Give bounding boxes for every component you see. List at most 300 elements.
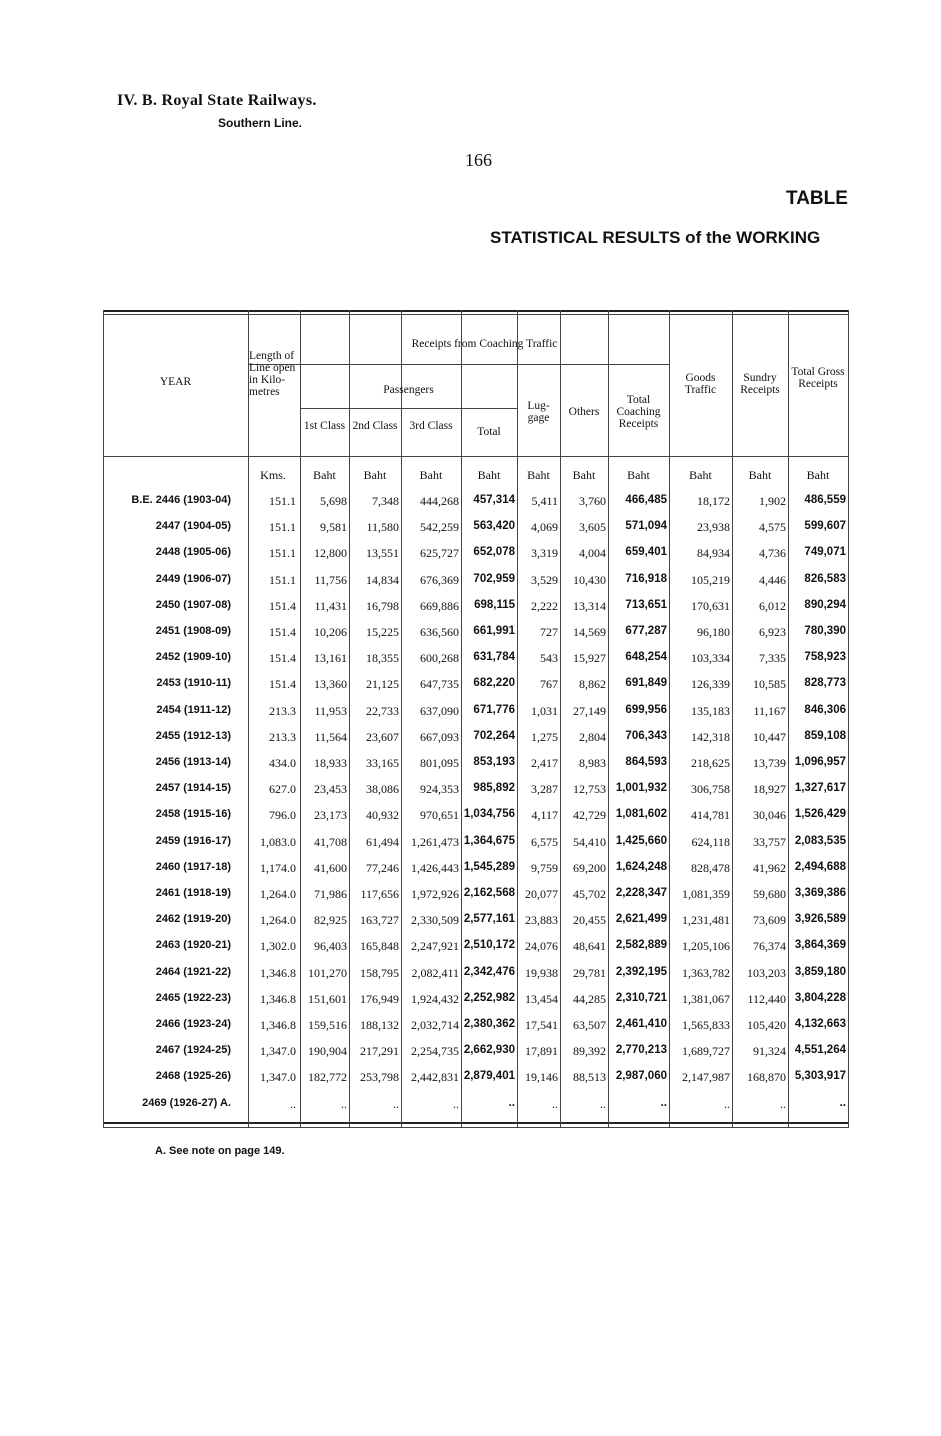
value-cell: 676,369 [420,572,459,587]
value-cell: 76,374 [753,939,786,954]
header-divider [103,456,849,457]
year-cell: 2467 (1924-25) [155,1044,231,1057]
value-cell: 661,991 [473,625,515,637]
value-cell: 2,582,889 [615,939,667,952]
value-cell: 600,268 [420,651,459,666]
table-row [103,651,849,677]
value-cell: 18,172 [697,494,730,508]
value-cell: 571,094 [625,520,667,533]
value-cell: 63,507 [573,1018,606,1032]
year-cell: 2464 (1921-22) [155,965,231,978]
unit-label: Baht [477,468,501,482]
value-cell: 103,203 [747,965,786,980]
value-cell: 5,411 [531,494,558,508]
value-cell: 659,401 [625,546,667,559]
header-year: YEAR [159,376,192,388]
value-cell: 767 [540,677,558,692]
value-cell: 625,727 [420,546,459,561]
year-cell: 2452 (1909-10) [155,651,231,664]
value-cell: 11,564 [314,729,347,744]
year-cell: 2453 (1910-11) [156,677,231,690]
value-cell: 1,264.0 [260,887,296,901]
value-cell: 151.1 [269,572,296,587]
value-cell: 306,758 [691,782,730,797]
value-cell: 1,031 [531,703,558,718]
value-cell: 1,565,833 [682,1018,730,1032]
value-cell: 13,454 [525,991,558,1006]
value-cell: 19,938 [525,965,558,980]
value-cell: 77,246 [366,860,399,875]
value-cell: 2,494,688 [794,860,846,873]
value-cell: 91,324 [753,1044,786,1059]
value-cell: 11,953 [314,703,347,718]
value-cell: 624,118 [691,834,730,849]
value-cell: 749,071 [804,546,846,559]
value-cell: 1,264.0 [260,913,296,928]
value-cell: 4,132,663 [794,1018,846,1030]
value-cell: 1,924,432 [411,991,459,1006]
value-cell: 1,364,675 [463,834,515,847]
value-cell: 796.0 [269,808,296,823]
year-cell: 2456 (1913-14) [155,756,231,768]
value-cell: 1,346.8 [260,1018,296,1032]
value-cell: 2,577,161 [463,913,515,926]
value-cell: 71,986 [314,887,347,901]
year-cell: 2457 (1914-15) [155,782,231,795]
value-cell: 48,641 [573,939,606,954]
value-cell: 101,270 [308,965,347,980]
value-cell: 176,949 [360,991,399,1006]
value-cell: 702,959 [473,572,515,585]
value-cell: 14,834 [366,572,399,587]
value-cell: 13,314 [573,598,606,613]
value-cell: 2,247,921 [411,939,459,954]
year-cell: 2466 (1923-24) [155,1018,231,1030]
value-cell: 18,355 [366,651,399,666]
value-cell: 4,446 [759,572,786,587]
value-cell: 151.4 [269,651,296,666]
unit-label: Baht [748,468,772,482]
value-cell: 5,303,917 [794,1070,846,1083]
value-cell: .. [393,1096,399,1111]
value-cell: 1,426,443 [411,860,459,875]
table-row [103,939,849,965]
value-cell: 2,879,401 [463,1070,515,1083]
value-cell: 41,600 [314,860,347,875]
header-length: Length of Line open in Kilo-metres [249,350,296,398]
value-cell: 698,115 [474,598,515,611]
value-cell: 1,346.8 [260,991,296,1006]
value-cell: 780,390 [804,625,846,637]
value-cell: 1,081,602 [615,808,667,821]
value-cell: 2,621,499 [615,913,667,926]
value-cell: 7,335 [759,651,786,666]
value-cell: 4,575 [759,520,786,535]
table-row [103,808,849,834]
table-label: TABLE [786,188,848,209]
value-cell: 713,651 [625,598,667,611]
value-cell: 105,219 [691,572,730,587]
value-cell: 10,206 [314,625,347,639]
header-1st-class: 1st Class [303,420,346,432]
value-cell: 716,918 [625,572,667,585]
unit-label: Baht [806,468,830,482]
year-cell: 2449 (1906-07) [155,572,231,585]
value-cell: 190,904 [308,1044,347,1059]
value-cell: 3,529 [531,572,558,587]
value-cell: 20,077 [525,887,558,901]
value-cell: 12,753 [573,782,606,797]
value-cell: 985,892 [473,782,515,795]
value-cell: 853,193 [473,756,515,768]
unit-label: Baht [313,468,336,482]
value-cell: 217,291 [360,1044,399,1059]
value-cell: 702,264 [473,729,515,742]
value-cell: 1,346.8 [260,965,296,980]
value-cell: 727 [540,625,558,639]
unit-label: Baht [689,468,712,482]
value-cell: 6,923 [759,625,786,639]
value-cell: 151,601 [308,991,347,1006]
value-cell: 16,798 [366,598,399,613]
value-cell: 40,932 [366,808,399,823]
value-cell: 652,078 [473,546,515,559]
value-cell: 73,609 [753,913,786,928]
unit-label: Baht [627,468,650,482]
value-cell: 4,117 [531,808,558,823]
value-cell: 1,425,660 [615,834,667,847]
value-cell: 11,167 [753,703,786,718]
value-cell: 1,347.0 [260,1070,296,1085]
value-cell: 2,342,476 [463,965,515,978]
value-cell: 170,631 [691,598,730,613]
value-cell: 3,287 [531,782,558,797]
value-cell: 2,082,411 [411,965,459,980]
value-cell: 10,447 [753,729,786,744]
value-cell: 2,083,535 [794,834,846,847]
value-cell: 3,605 [579,520,606,535]
year-cell: 2462 (1919-20) [155,913,231,926]
value-cell: 4,736 [759,546,786,561]
value-cell: 1,302.0 [260,939,296,954]
value-cell: 10,430 [573,572,606,587]
value-cell: 165,848 [360,939,399,954]
value-cell: 27,149 [573,703,606,718]
value-cell: 11,756 [314,572,347,587]
value-cell: 21,125 [366,677,399,692]
value-cell: 543 [540,651,558,666]
value-cell: 9,759 [531,860,558,875]
value-cell: 970,651 [420,808,459,823]
value-cell: 2,770,213 [615,1044,667,1057]
value-cell: 22,733 [366,703,399,718]
header-others: Others [568,406,600,418]
value-cell: .. [724,1096,730,1111]
value-cell: 627.0 [269,782,296,797]
value-cell: 706,343 [625,729,667,742]
value-cell: 82,925 [314,913,347,928]
value-cell: 6,575 [531,834,558,849]
value-cell: 2,330,509 [411,913,459,928]
table-title: STATISTICAL RESULTS of the WORKING [490,228,821,247]
value-cell: 23,173 [314,808,347,823]
value-cell: .. [839,1096,846,1109]
value-cell: 19,146 [525,1070,558,1085]
header-sundry: Sundry Receipts [740,372,780,396]
value-cell: 1,327,617 [794,782,846,795]
value-cell: 828,478 [691,860,730,875]
table-row [103,494,849,520]
value-cell: 563,420 [473,520,515,533]
table-row [103,1044,849,1070]
value-cell: 142,318 [691,729,730,744]
value-cell: 2,804 [579,729,606,744]
value-cell: 2,222 [531,598,558,613]
year-cell: 2448 (1905-06) [155,546,231,559]
table-row [103,1070,849,1096]
header-3rd-class: 3rd Class [409,420,453,432]
value-cell: 13,161 [314,651,347,666]
value-cell: 151.4 [269,598,296,613]
value-cell: 13,739 [753,756,786,770]
year-cell: 2460 (1917-18) [155,860,231,873]
value-cell: 1,083.0 [260,834,296,849]
value-cell: 2,461,410 [615,1018,667,1030]
value-cell: 826,583 [804,572,846,585]
year-cell: 2468 (1925-26) [155,1070,231,1083]
table-row [103,1018,849,1044]
header-gross: Total Gross Receipts [791,366,845,390]
value-cell: 758,923 [804,651,846,664]
value-cell: 38,086 [366,782,399,797]
header-total: Total [477,426,501,438]
value-cell: 17,541 [525,1018,558,1032]
value-cell: 2,417 [531,756,558,770]
value-cell: 647,735 [420,677,459,692]
value-cell: .. [660,1096,667,1109]
value-cell: 1,096,957 [794,756,846,768]
value-cell: 7,348 [372,494,399,508]
table-bottom-border-inner [103,1127,849,1128]
value-cell: 23,607 [366,729,399,744]
value-cell: 2,147,987 [682,1070,730,1085]
table-row [103,520,849,546]
value-cell: 151.4 [269,625,296,639]
value-cell: 59,680 [753,887,786,901]
value-cell: 414,781 [691,808,730,823]
table-row [103,730,849,756]
table-top-border-inner [103,314,849,315]
value-cell: 8,983 [579,756,606,770]
value-cell: 1,081,359 [682,887,730,901]
value-cell: 61,494 [366,834,399,849]
value-cell: 218,625 [691,756,730,770]
value-cell: 24,076 [525,939,558,954]
value-cell: 89,392 [573,1044,606,1059]
value-cell: 23,453 [314,782,347,797]
value-cell: 637,090 [420,703,459,718]
header-passengers: Passengers [383,384,434,396]
value-cell: 3,926,589 [794,913,846,926]
header-goods: Goods Traffic [684,372,717,396]
passengers-divider [300,408,517,409]
value-cell: 2,162,568 [463,887,515,899]
value-cell: 17,891 [525,1044,558,1059]
year-cell: 2463 (1920-21) [155,939,231,952]
value-cell: 103,334 [691,651,730,666]
value-cell: 188,132 [360,1018,399,1032]
table-row [103,599,849,625]
year-cell: 2454 (1911-12) [156,703,231,716]
value-cell: 457,314 [473,494,515,506]
value-cell: 45,702 [573,887,606,901]
value-cell: 42,729 [573,808,606,823]
value-cell: 18,927 [753,782,786,797]
value-cell: 88,513 [573,1070,606,1085]
value-cell: 2,252,982 [463,991,515,1004]
value-cell: 158,795 [360,965,399,980]
value-cell: 864,593 [625,756,667,768]
unit-label: Baht [572,468,596,482]
table-row [103,913,849,939]
value-cell: 2,442,831 [411,1070,459,1085]
header-luggage: Lug-gage [527,400,550,424]
value-cell: .. [508,1096,515,1109]
value-cell: 1,972,926 [411,887,459,901]
value-cell: 41,962 [753,860,786,875]
value-cell: 96,180 [697,625,730,639]
value-cell: 890,294 [804,598,846,611]
value-cell: 1,261,473 [411,834,459,849]
value-cell: 1,689,727 [682,1044,730,1059]
value-cell: 151.1 [269,520,296,535]
value-cell: .. [453,1096,459,1111]
value-cell: 648,254 [625,651,667,664]
value-cell: 671,776 [473,703,515,716]
value-cell: 4,551,264 [794,1044,846,1057]
value-cell: 801,095 [420,756,459,770]
value-cell: 1,902 [759,494,786,508]
value-cell: .. [600,1096,606,1111]
value-cell: 151.4 [269,677,296,692]
value-cell: 1,363,782 [682,965,730,980]
table-row [103,887,849,913]
value-cell: 1,001,932 [615,782,667,795]
value-cell: 2,510,172 [463,939,515,952]
value-cell: 1,624,248 [615,860,667,873]
table-row [103,573,849,599]
year-cell: 2465 (1922-23) [155,991,231,1004]
value-cell: 1,231,481 [682,913,730,928]
value-cell: 2,392,195 [615,965,667,978]
value-cell: 112,440 [747,991,786,1006]
table-row [103,756,849,782]
year-cell: 2450 (1907-08) [155,598,231,611]
value-cell: 84,934 [697,546,730,561]
value-cell: 33,757 [753,834,786,849]
table-row [103,861,849,887]
value-cell: 486,559 [804,494,846,506]
value-cell: 213.3 [269,703,296,718]
value-cell: 2,987,060 [615,1070,667,1083]
year-cell: 2469 (1926-27) A. [142,1096,231,1109]
value-cell: 1,034,756 [463,808,515,821]
line-name: Southern Line. [218,116,302,130]
value-cell: 3,804,228 [794,991,846,1004]
value-cell: 96,403 [314,939,347,954]
value-cell: .. [290,1096,296,1111]
page-number: 166 [465,150,492,170]
value-cell: 3,859,180 [794,965,846,978]
value-cell: 682,220 [473,677,515,690]
unit-label: Kms. [260,468,286,482]
value-cell: 846,306 [804,703,846,716]
value-cell: 151.1 [269,494,296,508]
value-cell: 3,760 [579,494,606,508]
value-cell: .. [341,1096,347,1111]
table-row [103,1097,849,1123]
value-cell: 2,380,362 [463,1018,515,1030]
header-coaching-receipts: Receipts from Coaching Traffic [411,338,558,350]
table-row [103,835,849,861]
value-cell: 924,353 [420,782,459,797]
value-cell: 69,200 [573,860,606,875]
year-cell: 2458 (1915-16) [155,808,231,821]
value-cell: 1,347.0 [260,1044,296,1059]
value-cell: 23,938 [697,520,730,535]
value-cell: .. [552,1096,558,1111]
value-cell: 9,581 [320,520,347,535]
value-cell: 2,032,714 [411,1018,459,1032]
coaching-divider [248,364,669,365]
year-cell: 2459 (1916-17) [155,834,231,847]
value-cell: 253,798 [360,1070,399,1085]
value-cell: 444,268 [420,494,459,508]
statistics-table [103,310,849,1128]
value-cell: 14,569 [573,625,606,639]
value-cell: 4,004 [579,546,606,561]
value-cell: 828,773 [804,677,846,690]
value-cell: 44,285 [573,991,606,1006]
value-cell: 667,093 [420,729,459,744]
value-cell: 699,956 [625,703,667,716]
value-cell: 135,183 [691,703,730,718]
value-cell: 599,607 [804,520,846,533]
table-row [103,966,849,992]
footnote: A. See note on page 149. [155,1145,285,1157]
value-cell: 859,108 [804,729,846,742]
value-cell: 23,883 [525,913,558,928]
table-row [103,625,849,651]
value-cell: 434.0 [269,756,296,770]
value-cell: 10,585 [753,677,786,692]
unit-label: Baht [419,468,443,482]
value-cell: 33,165 [366,756,399,770]
value-cell: 126,339 [691,677,730,692]
value-cell: 5,698 [320,494,347,508]
value-cell: 163,727 [360,913,399,928]
value-cell: 30,046 [753,808,786,823]
value-cell: 11,431 [314,598,347,613]
value-cell: 691,849 [625,677,667,690]
value-cell: 159,516 [308,1018,347,1032]
value-cell: 15,225 [366,625,399,639]
value-cell: 677,287 [625,625,667,637]
value-cell: 54,410 [573,834,606,849]
table-row [103,704,849,730]
value-cell: 13,360 [314,677,347,692]
value-cell: 4,069 [531,520,558,535]
